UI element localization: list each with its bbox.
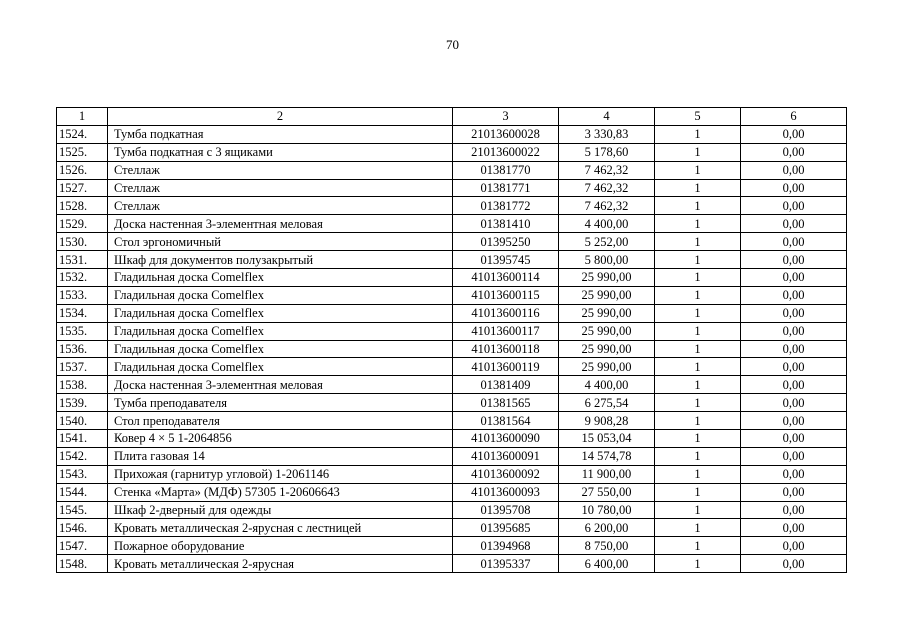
- column-header-6: 6: [741, 108, 847, 126]
- residual-value-cell: 0,00: [741, 251, 847, 269]
- row-number-cell: 1542.: [57, 447, 108, 465]
- row-number-cell: 1538.: [57, 376, 108, 394]
- row-number-cell: 1540.: [57, 412, 108, 430]
- price-cell: 14 574,78: [559, 447, 655, 465]
- table-row: [57, 161, 847, 179]
- item-name-cell: Тумба подкатная с 3 ящиками: [108, 143, 453, 161]
- item-name-cell: Гладильная доска Comelflex: [108, 286, 453, 304]
- price-cell: 15 053,04: [559, 430, 655, 448]
- row-number-cell: 1536.: [57, 340, 108, 358]
- quantity-cell: 1: [655, 519, 741, 537]
- quantity-cell: 1: [655, 483, 741, 501]
- inventory-code-cell: 01395250: [453, 233, 559, 251]
- residual-value-cell: 0,00: [741, 394, 847, 412]
- item-name-cell: Стол преподавателя: [108, 412, 453, 430]
- residual-value-cell: 0,00: [741, 233, 847, 251]
- table-row: [57, 430, 847, 448]
- residual-value-cell: 0,00: [741, 197, 847, 215]
- residual-value-cell: 0,00: [741, 430, 847, 448]
- item-name-cell: Кровать металлическая 2-ярусная с лестницей: [108, 519, 453, 537]
- row-number-cell: 1548.: [57, 555, 108, 573]
- table-row: [57, 286, 847, 304]
- inventory-code-cell: 21013600028: [453, 125, 559, 143]
- row-number-cell: 1531.: [57, 251, 108, 269]
- price-cell: 25 990,00: [559, 322, 655, 340]
- row-number-cell: 1546.: [57, 519, 108, 537]
- inventory-code-cell: 41013600115: [453, 286, 559, 304]
- quantity-cell: 1: [655, 304, 741, 322]
- item-name-cell: Гладильная доска Comelflex: [108, 340, 453, 358]
- table-row: [57, 501, 847, 519]
- inventory-code-cell: 41013600091: [453, 447, 559, 465]
- residual-value-cell: 0,00: [741, 125, 847, 143]
- item-name-cell: Тумба подкатная: [108, 125, 453, 143]
- residual-value-cell: 0,00: [741, 465, 847, 483]
- header-row: [57, 108, 847, 126]
- inventory-code-cell: 01381565: [453, 394, 559, 412]
- quantity-cell: 1: [655, 537, 741, 555]
- table-body: [57, 125, 847, 572]
- item-name-cell: Гладильная доска Comelflex: [108, 358, 453, 376]
- price-cell: 5 178,60: [559, 143, 655, 161]
- table-row: [57, 215, 847, 233]
- row-number-cell: 1543.: [57, 465, 108, 483]
- price-cell: 25 990,00: [559, 304, 655, 322]
- row-number-cell: 1532.: [57, 269, 108, 287]
- quantity-cell: 1: [655, 430, 741, 448]
- quantity-cell: 1: [655, 555, 741, 573]
- quantity-cell: 1: [655, 376, 741, 394]
- table-row: [57, 447, 847, 465]
- inventory-code-cell: 41013600116: [453, 304, 559, 322]
- quantity-cell: 1: [655, 179, 741, 197]
- residual-value-cell: 0,00: [741, 537, 847, 555]
- item-name-cell: Шкаф 2-дверный для одежды: [108, 501, 453, 519]
- price-cell: 25 990,00: [559, 358, 655, 376]
- quantity-cell: 1: [655, 215, 741, 233]
- price-cell: 4 400,00: [559, 376, 655, 394]
- row-number-cell: 1535.: [57, 322, 108, 340]
- quantity-cell: 1: [655, 340, 741, 358]
- inventory-code-cell: 41013600090: [453, 430, 559, 448]
- price-cell: 25 990,00: [559, 269, 655, 287]
- residual-value-cell: 0,00: [741, 447, 847, 465]
- residual-value-cell: 0,00: [741, 501, 847, 519]
- residual-value-cell: 0,00: [741, 412, 847, 430]
- inventory-code-cell: 41013600093: [453, 483, 559, 501]
- price-cell: 25 990,00: [559, 340, 655, 358]
- item-name-cell: Доска настенная 3-элементная меловая: [108, 215, 453, 233]
- quantity-cell: 1: [655, 465, 741, 483]
- table-row: [57, 340, 847, 358]
- table-row: [57, 125, 847, 143]
- row-number-cell: 1534.: [57, 304, 108, 322]
- quantity-cell: 1: [655, 125, 741, 143]
- column-header-2: 2: [108, 108, 453, 126]
- inventory-code-cell: 01394968: [453, 537, 559, 555]
- row-number-cell: 1527.: [57, 179, 108, 197]
- inventory-code-cell: 01381770: [453, 161, 559, 179]
- inventory-code-cell: 01395708: [453, 501, 559, 519]
- inventory-code-cell: 01395745: [453, 251, 559, 269]
- item-name-cell: Гладильная доска Comelflex: [108, 269, 453, 287]
- item-name-cell: Ковер 4 × 5 1-2064856: [108, 430, 453, 448]
- inventory-table: [56, 107, 847, 573]
- residual-value-cell: 0,00: [741, 304, 847, 322]
- item-name-cell: Стенка «Марта» (МДФ) 57305 1-20606643: [108, 483, 453, 501]
- quantity-cell: 1: [655, 286, 741, 304]
- row-number-cell: 1524.: [57, 125, 108, 143]
- quantity-cell: 1: [655, 269, 741, 287]
- table-row: [57, 251, 847, 269]
- price-cell: 8 750,00: [559, 537, 655, 555]
- row-number-cell: 1526.: [57, 161, 108, 179]
- row-number-cell: 1528.: [57, 197, 108, 215]
- price-cell: 5 800,00: [559, 251, 655, 269]
- item-name-cell: Гладильная доска Comelflex: [108, 304, 453, 322]
- column-header-1: 1: [57, 108, 108, 126]
- quantity-cell: 1: [655, 251, 741, 269]
- table-row: [57, 519, 847, 537]
- inventory-code-cell: 41013600114: [453, 269, 559, 287]
- quantity-cell: 1: [655, 394, 741, 412]
- inventory-code-cell: 41013600119: [453, 358, 559, 376]
- price-cell: 7 462,32: [559, 179, 655, 197]
- price-cell: 25 990,00: [559, 286, 655, 304]
- page-number: 70: [446, 37, 459, 52]
- row-number-cell: 1541.: [57, 430, 108, 448]
- residual-value-cell: 0,00: [741, 215, 847, 233]
- inventory-code-cell: 21013600022: [453, 143, 559, 161]
- price-cell: 3 330,83: [559, 125, 655, 143]
- table-row: [57, 233, 847, 251]
- row-number-cell: 1525.: [57, 143, 108, 161]
- table-row: [57, 143, 847, 161]
- quantity-cell: 1: [655, 412, 741, 430]
- table-row: [57, 412, 847, 430]
- table-row: [57, 358, 847, 376]
- quantity-cell: 1: [655, 322, 741, 340]
- table-row: [57, 197, 847, 215]
- row-number-cell: 1544.: [57, 483, 108, 501]
- residual-value-cell: 0,00: [741, 143, 847, 161]
- residual-value-cell: 0,00: [741, 269, 847, 287]
- item-name-cell: Кровать металлическая 2-ярусная: [108, 555, 453, 573]
- inventory-code-cell: 01381771: [453, 179, 559, 197]
- price-cell: 5 252,00: [559, 233, 655, 251]
- inventory-code-cell: 41013600117: [453, 322, 559, 340]
- table-row: [57, 537, 847, 555]
- residual-value-cell: 0,00: [741, 483, 847, 501]
- row-number-cell: 1547.: [57, 537, 108, 555]
- quantity-cell: 1: [655, 161, 741, 179]
- price-cell: 6 400,00: [559, 555, 655, 573]
- table-row: [57, 465, 847, 483]
- item-name-cell: Стеллаж: [108, 161, 453, 179]
- row-number-cell: 1529.: [57, 215, 108, 233]
- item-name-cell: Прихожая (гарнитур угловой) 1-2061146: [108, 465, 453, 483]
- inventory-code-cell: 01381409: [453, 376, 559, 394]
- price-cell: 10 780,00: [559, 501, 655, 519]
- table-row: [57, 179, 847, 197]
- table-row: [57, 322, 847, 340]
- residual-value-cell: 0,00: [741, 286, 847, 304]
- inventory-code-cell: 01381564: [453, 412, 559, 430]
- residual-value-cell: 0,00: [741, 376, 847, 394]
- quantity-cell: 1: [655, 447, 741, 465]
- row-number-cell: 1530.: [57, 233, 108, 251]
- row-number-cell: 1533.: [57, 286, 108, 304]
- residual-value-cell: 0,00: [741, 358, 847, 376]
- table-row: [57, 269, 847, 287]
- quantity-cell: 1: [655, 197, 741, 215]
- row-number-cell: 1537.: [57, 358, 108, 376]
- price-cell: 6 200,00: [559, 519, 655, 537]
- inventory-code-cell: 41013600118: [453, 340, 559, 358]
- table-row: [57, 555, 847, 573]
- item-name-cell: Доска настенная 3-элементная меловая: [108, 376, 453, 394]
- quantity-cell: 1: [655, 501, 741, 519]
- row-number-cell: 1545.: [57, 501, 108, 519]
- inventory-code-cell: 01395685: [453, 519, 559, 537]
- price-cell: 7 462,32: [559, 161, 655, 179]
- quantity-cell: 1: [655, 358, 741, 376]
- quantity-cell: 1: [655, 233, 741, 251]
- residual-value-cell: 0,00: [741, 161, 847, 179]
- item-name-cell: Шкаф для документов полузакрытый: [108, 251, 453, 269]
- item-name-cell: Пожарное оборудование: [108, 537, 453, 555]
- column-header-3: 3: [453, 108, 559, 126]
- price-cell: 11 900,00: [559, 465, 655, 483]
- price-cell: 7 462,32: [559, 197, 655, 215]
- table-row: [57, 394, 847, 412]
- table-row: [57, 304, 847, 322]
- item-name-cell: Плита газовая 14: [108, 447, 453, 465]
- row-number-cell: 1539.: [57, 394, 108, 412]
- table-row: [57, 376, 847, 394]
- inventory-code-cell: 01381410: [453, 215, 559, 233]
- inventory-code-cell: 01381772: [453, 197, 559, 215]
- residual-value-cell: 0,00: [741, 340, 847, 358]
- item-name-cell: Стеллаж: [108, 179, 453, 197]
- inventory-code-cell: 01395337: [453, 555, 559, 573]
- quantity-cell: 1: [655, 143, 741, 161]
- residual-value-cell: 0,00: [741, 179, 847, 197]
- price-cell: 9 908,28: [559, 412, 655, 430]
- price-cell: 4 400,00: [559, 215, 655, 233]
- item-name-cell: Тумба преподавателя: [108, 394, 453, 412]
- price-cell: 6 275,54: [559, 394, 655, 412]
- item-name-cell: Стол эргономичный: [108, 233, 453, 251]
- item-name-cell: Стеллаж: [108, 197, 453, 215]
- residual-value-cell: 0,00: [741, 555, 847, 573]
- table-row: [57, 483, 847, 501]
- residual-value-cell: 0,00: [741, 322, 847, 340]
- residual-value-cell: 0,00: [741, 519, 847, 537]
- item-name-cell: Гладильная доска Comelflex: [108, 322, 453, 340]
- inventory-code-cell: 41013600092: [453, 465, 559, 483]
- column-header-5: 5: [655, 108, 741, 126]
- column-header-4: 4: [559, 108, 655, 126]
- price-cell: 27 550,00: [559, 483, 655, 501]
